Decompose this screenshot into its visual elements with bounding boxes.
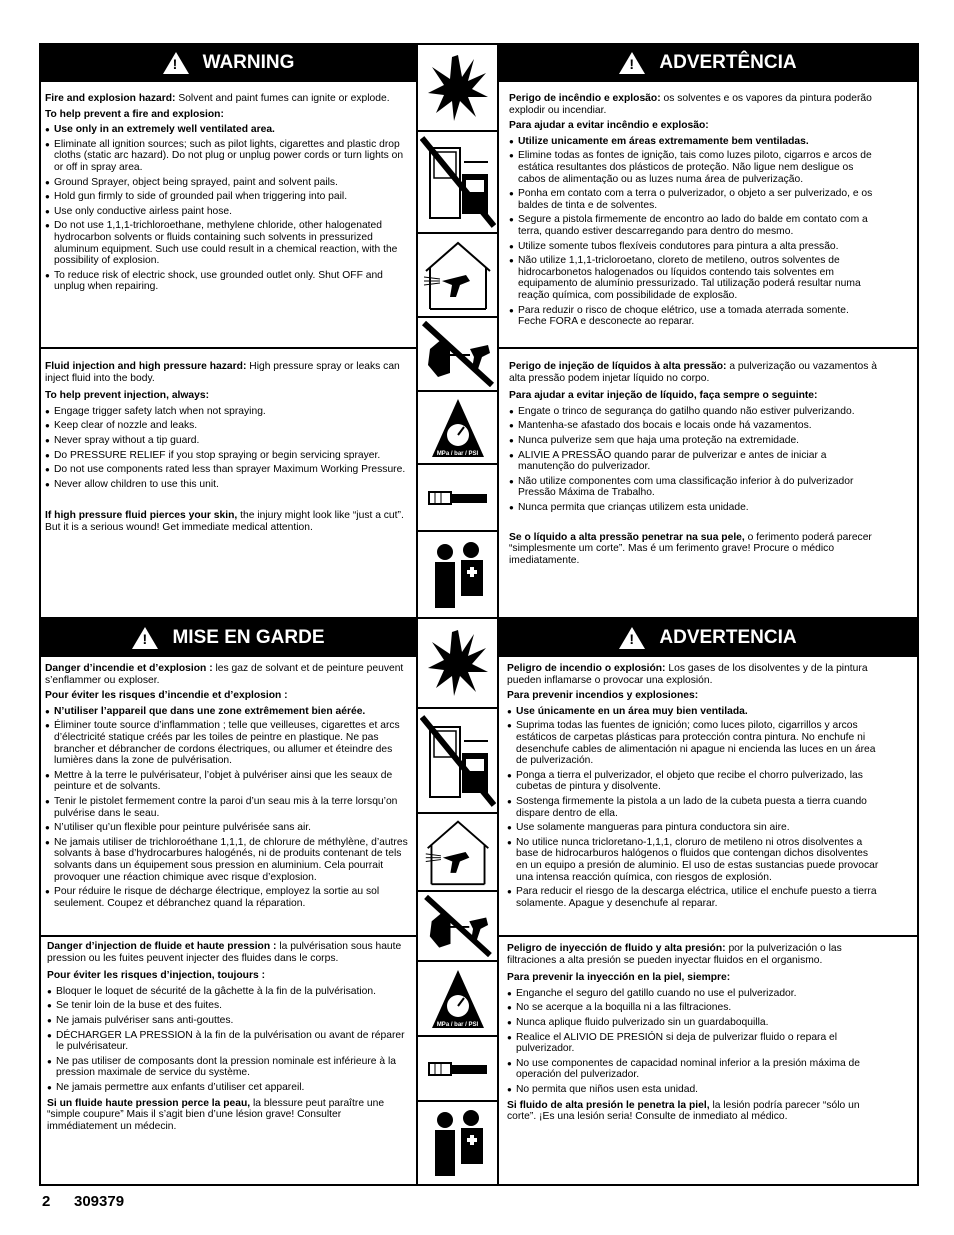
list-item: ● Never spray without a tip guard. [45,435,410,447]
list-item: ● Suprima todas las fuentes de ignición; como luces piloto, cigarrillos y arcos estáticos de carpetas plásticas para protección contra pintura. No enchufe ni desenchufe cables de alimentación ni apague ni encienda las luces en un área de pulverización. [507,720,879,766]
list-item: ● Ne pas utiliser de composants dont la pression nominale est inférieure à la pression maximale de service du système. [47,1056,410,1079]
list-item: ● Engage trigger safety latch when not spraying. [45,406,410,418]
list-item: ● Mantenha-se afastado dos bocais e locais onde há vazamentos. [509,420,879,432]
list-item: ● Ponha em contato com a terra o pulverizador, o objeto a ser pulverizado, e os baldes de tinta e de solventes. [509,188,879,211]
list-item: ● Eliminate all ignition sources; such as pilot lights, cigarettes and plastic drop cloths (static arc hazard). Do not plug or unplug power cords or turn lights on or off in spray area. [45,139,410,174]
gauge-label: MPa / bar / PSI [436,451,479,457]
list-item: ● Não utilize componentes com uma classificação inferior à do pulverizador Pressão Máxima de Trabalho. [509,476,879,499]
explosion-icon [417,619,498,707]
list-item: ● Nunca permita que crianças utilizem esta unidade. [509,502,879,514]
fr-fire-section: Danger d’incendie et d’explosion : les gaz de solvant et de peinture peuvent s’enflammer ou exploser. Pour éviter les risques d’incendie et d’explosion : ● N’utiliser l’appareil que dans une zone extrêmement bien aérée. ● Éliminer toute source d’inflammation ; telle que veilleuses, cigarettes et arcs d’électricité statique créés par les toiles de peintre en plastique. Ne pas brancher et débrancher de cordons électriques, ou allumer et éteindre des lumières dans la zone de pulvérisation. ● Mettre à la terre le pulvérisateur, l’objet à pulvériser ainsi que les seaux de peinture et de solvants. ● Tenir le pistolet fermement contre la paroi d’un seau mis à la terre lorsqu’on pulvérise dans le seau. ● N’utiliser qu’un flexible pour peinture pulvérisée sans air. ● Ne jamais utiliser de trichloroéthane 1,1,1, de chlorure de méthylène, d’autres solvants à base d’hydrocarbures halogénés, ni de produits contenant de tels solvants dans un équipement sous pression en aluminium. Cela pourrait provoquer une réaction chimique avec risque d’explosion. ● Pour réduire le risque de décharge électrique, employez la sortie au sol seulement. Coupez et débranchez quand la réparation. [45,663,410,912]
divider [39,347,417,349]
spray-tip-hose-icon [417,465,498,530]
list-item: ● To reduce risk of electric shock, use grounded outlet only. Shut OFF and unplug when repairing. [45,270,410,293]
list-item: ● Utilize unicamente em áreas extremamente bem ventiladas. [509,136,879,148]
no-hand-injection-icon [417,892,498,960]
list-item: ● Pour réduire le risque de décharge électrique, employez la sortie au sol seulement. Coupez et débranchez quand la réparation. [45,886,410,909]
document-number: 309379 [74,1193,125,1210]
list-item: ● Use únicamente en un área muy bien ventilada. [507,706,879,718]
list-item: ● Mettre à la terre le pulvérisateur, l’objet à pulvériser ainsi que les seaux de peinture et de solvants. [45,770,410,793]
list-item: ● Nunca aplique fluido pulverizado sin un guardaboquilla. [507,1017,879,1029]
explosion-icon [417,45,498,130]
list-item: ● Segure a pistola firmemente de encontro ao lado do balde em contato com a terra, quando estiver descarregando para dentro do mesmo. [509,214,879,237]
list-item: ● No se acerque a la boquilla ni a las filtraciones. [507,1002,879,1014]
list-item: ● Use only conductive airless paint hose. [45,206,410,218]
list-item: ● No utilice nunca tricloretano-1,1,1, cloruro de metileno ni otros disolventes a base de hidrocarburos halógenos o fluidos que contengan dichos disolventes en un equipo a presión de aluminio. El uso de estas sustancias puede provocar una intensa reacción química, con riesgos de explosión. [507,837,879,883]
list-item: ● Para reduzir o risco de choque elétrico, use a tomada aterrada somente. Feche FORA e desconecte ao reparar. [509,305,879,328]
divider [497,935,919,937]
list-item: ● Ne jamais utiliser de trichloroéthane 1,1,1, de chlorure de méthylène, d’autres solvants à base d’hydrocarbures halogénés, ni de produits contenant de tels solvants dans un équipement sous pression en aluminium. Cela pourrait provoquer une réaction chimique avec risque d’explosion. [45,837,410,883]
list-item: ● Ne jamais pulvériser sans anti-gouttes. [47,1015,410,1027]
warning-triangle-icon: ! [163,52,189,74]
list-item: ● Nunca pulverize sem que haja uma proteção na extremidade. [509,435,879,447]
list-item: ● Ground Sprayer, object being sprayed, paint and solvent pails. [45,177,410,189]
page-number: 2 [42,1193,51,1210]
en-injection-section: Fluid injection and high pressure hazard: High pressure spray or leaks can inject fluid into the body. To help prevent injection, always: ● Engage trigger safety latch when not spraying. ● Keep clear of nozzle and leaks. ● Never spray without a tip guard. ● Do PRESSURE RELIEF if you stop spraying or begin servicing sprayer. ● Do not use components rated less than sprayer Maximum Working Pressure. ● Never allow children to use this unit. If high pressure fluid pierces your skin, the injury might look like “just a cut”. But it is a serious wound! Get immediate medical attention. [45,361,410,538]
list-item: ● Se tenir loin de la buse et des fuites. [47,1000,410,1012]
pt-injection-section: Perigo de injeção de líquidos à alta pressão: a pulverização ou vazamentos à alta pressão podem injetar líquido no corpo. Para ajudar a evitar injeção de líquido, faça sempre o seguinte: ● Engate o trinco de segurança do gatilho quando não estiver pulverizando. ● Mantenha-se afastado dos bocais e locais onde há vazamentos. ● Nunca pulverize sem que haja uma proteção na extremidade. ● ALIVIE A PRESSÃO quando parar de pulverizar e antes de iniciar a manutenção do pulverizador. ● Não utilize componentes com uma classificação inferior à do pulverizador Pressão Máxima de Trabalho. ● Nunca permita que crianças utilizem esta unidade. Se o líquido a alta pressão penetrar na sua pele, o ferimento poderá parecer “simplesmente um corte”. Mas é um ferimento grave! Procure o médico imediatamente. [509,361,879,570]
list-item: ● No permita que niños usen esta unidad. [507,1084,879,1096]
list-item: ● Keep clear of nozzle and leaks. [45,420,410,432]
ventilation-spray-gun-icon [417,814,498,890]
warning-triangle-icon: ! [619,627,645,649]
list-item: ● Realice el ALIVIO DE PRESIÓN si deja de pulverizar fluido o repara el pulverizador. [507,1032,879,1055]
list-item: ● Do not use components rated less than sprayer Maximum Working Pressure. [45,464,410,476]
medical-attention-icon [417,532,498,617]
list-item: ● Elimine todas as fontes de ignição, tais como luzes piloto, cigarros e arcos de estática resultantes dos plásticos de proteção. Não ligue nem desligue os cabos de alimentação ou as luzes numa área de pulverização. [509,150,879,185]
list-item: ● Do PRESSURE RELIEF if you stop spraying or begin servicing sprayer. [45,450,410,462]
list-item: ● N’utiliser qu’un flexible pour peinture pulvérisée sans air. [45,822,410,834]
list-item: ● Hold gun firmly to side of grounded pail when triggering into pail. [45,191,410,203]
list-item: ● Tenir le pistolet fermement contre la paroi d’un seau mis à la terre lorsqu’on pulvérise dans le seau. [45,796,410,819]
warning-triangle-icon: ! [132,627,158,649]
list-item: ● ALIVIE A PRESSÃO quando parar de pulverizar e antes de iniciar a manutenção do pulverizador. [509,450,879,473]
no-smoking-outlet-icon [417,132,498,232]
es-injection-section: Peligro de inyección de fluido y alta presión: por la pulverización o las filtraciones a alta presión se pueden inyectar fluidos en el organismo. Para prevenir la inyección en la piel, siempre: ● Enganche el seguro del gatillo cuando no use el pulverizador. ● No se acerque a la boquilla ni a las filtraciones. ● Nunca aplique fluido pulverizado sin un guardaboquilla. ● Realice el ALIVIO DE PRESIÓN si deja de pulverizar fluido o repara el pulverizador. ● No use componentes de capacidad nominal inferior a la presión máxima de operación del pulverizador. ● No permita que niños usen esta unidad. Si fluido de alta presión le penetra la piel, la lesión podría parecer “sólo un corte”. ¡Es una lesión seria! Consulte de inmediato al médico. [507,943,879,1127]
list-item: ● N’utiliser l’appareil que dans une zone extrêmement bien aérée. [45,706,410,718]
list-item: ● Não utilize 1,1,1-tricloroetano, cloreto de metileno, outros solventes de hidrocarbonetos halogenados ou líquidos contendo tais solventes em equipamento de alumínio pressurizado. Tal utilização poderá resultar numa reação química, com possibilidade de explosão. [509,255,879,301]
ventilation-spray-gun-icon [417,234,498,316]
list-item: ● No use componentes de capacidad nominal inferior a la presión máxima de operación del pulverizador. [507,1058,879,1081]
list-item: ● Do not use 1,1,1-trichloroethane, methylene chloride, other halogenated hydrocarbon solvents or fluids containing such solvents in pressurized aluminum equipment. Such use could result in a chemical reaction, with the possibility of explosion. [45,220,410,266]
divider [39,935,417,937]
warning-header-fr: ! MISE EN GARDE [41,619,416,657]
list-item: ● DÉCHARGER LA PRESSION à la fin de la pulvérisation ou avant de réparer le pulvérisateur. [47,1030,410,1053]
list-item: ● Never allow children to use this unit. [45,479,410,491]
list-item: ● Utilize somente tubos flexíveis condutores para pintura a alta pressão. [509,241,879,253]
list-item: ● Ponga a tierra el pulverizador, el objeto que recibe el chorro pulverizado, las cubetas de pintura y disolvente. [507,770,879,793]
spray-tip-hose-icon [417,1037,498,1100]
medical-attention-icon [417,1102,498,1184]
gauge-label: MPa / bar / PSI [436,1022,479,1028]
es-fire-section: Peligro de incendio o explosión: Los gases de los disolventes y de la pintura pueden inflamarse o provocar una explosión. Para prevenir incendios y explosiones: ● Use únicamente en un área muy bien ventilada. ● Suprima todas las fuentes de ignición; como luces piloto, cigarrillos y arcos estáticos de carpetas plásticas para protección contra pintura. No enchufe ni desenchufe cables de alimentación ni apague ni encienda las luces en un área de pulverización. ● Ponga a tierra el pulverizador, el objeto que recibe el chorro pulverizado, las cubetas de pintura y disolvente. ● Sostenga firmemente la pistola a un lado de la cubeta puesta a tierra cuando dispare dentro de ella. ● Use solamente mangueras para pintura conductora sin aire. ● No utilice nunca tricloretano-1,1,1, cloruro de metileno ni otros disolventes a base de hidrocarburos halógenos o fluidos que contengan dichos disolventes en un equipo a presión de aluminio. El uso de estas sustancias puede provocar una intensa reacción química, con riesgos de explosión. ● Para reducir el riesgo de la descarga eléctrica, utilice el enchufe puesto a tierra solamente. Apague y desenchufe al reparar. [507,663,879,912]
list-item: ● Sostenga firmemente la pistola a un lado de la cubeta puesta a tierra cuando dispare dentro de ella. [507,796,879,819]
divider [497,347,919,349]
pt-fire-section: Perigo de incêndio e explosão: os solventes e os vapores da pintura poderão explodir ou incendiar. Para ajudar a evitar incêndio e explosão: ● Utilize unicamente em áreas extremamente bem ventiladas. ● Elimine todas as fontes de ignição, tais como luzes piloto, cigarros e arcos de estática resultantes dos plásticos de proteção. Não ligue nem desligue os cabos de alimentação ou as luzes numa área de pulverização. ● Ponha em contato com a terra o pulverizador, o objeto a ser pulverizado, e os baldes de tinta e de solventes. ● Segure a pistola firmemente de encontro ao lado do balde em contato com a terra, quando estiver descarregando para dentro do mesmo. ● Utilize somente tubos flexíveis condutores para pintura a alta pressão. ● Não utilize 1,1,1-tricloroetano, cloreto de metileno, outros solventes de hidrocarbonetos halogenados ou líquidos contendo tais solventes em equipamento de alumínio pressurizado. Tal utilização poderá resultar numa reação química, com possibilidade de explosão. ● Para reduzir o risco de choque elétrico, use a tomada aterrada somente. Feche FORA e desconecte ao reparar. [509,93,879,331]
list-item: ● Bloquer le loquet de sécurité de la gâchette à la fin de la pulvérisation. [47,986,410,998]
list-item: ● Éliminer toute source d’inflammation ; telle que veilleuses, cigarettes et arcs d’électricité statique créés par les toiles de peintre en plastique. Ne pas brancher et débrancher de cordons électriques, ou allumer et éteindre des lumières dans la zone de pulvérisation. [45,720,410,766]
list-item: ● Use solamente mangueras para pintura conductora sin aire. [507,822,879,834]
warning-header-es: ! ADVERTENCIA [499,619,917,657]
list-item: ● Engate o trinco de segurança do gatilho quando não estiver pulverizando. [509,406,879,418]
list-item: ● Ne jamais permettre aux enfants d’utiliser cet appareil. [47,1082,410,1094]
warning-header-en: ! WARNING [41,44,416,82]
list-item: ● Enganche el seguro del gatillo cuando no use el pulverizador. [507,988,879,1000]
fr-injection-section: Danger d’injection de fluide et haute pression : la pulvérisation sous haute pression ou les fuites peuvent injecter des fluides dans le corps. Pour éviter les risques d’injection, toujours : ● Bloquer le loquet de sécurité de la gâchette à la fin de la pulvérisation. ● Se tenir loin de la buse et des fuites. ● Ne jamais pulvériser sans anti-gouttes. ● DÉCHARGER LA PRESSION à la fin de la pulvérisation ou avant de réparer le pulvérisateur. ● Ne pas utiliser de composants dont la pression nominale est inférieure à la pression maximale de service du système. ● Ne jamais permettre aux enfants d’utiliser cet appareil. Si un fluide haute pression perce la peau, la blessure peut paraître une “simple coupure” Mais il s’agit bien d’une lésion grave! Consulter immédiatement un médecin. [47,941,410,1136]
no-smoking-outlet-icon [417,709,498,812]
en-fire-section: Fire and explosion hazard: Solvent and paint fumes can ignite or explode. To help prevent a fire and explosion: ● Use only in an extremely well ventilated area. ● Eliminate all ignition sources; such as pilot lights, cigarettes and plastic drop cloths (static arc hazard). Do not plug or unplug power cords or turn lights on or off in spray area. ● Ground Sprayer, object being sprayed, paint and solvent pails. ● Hold gun firmly to side of grounded pail when triggering into pail. ● Use only conductive airless paint hose. ● Do not use 1,1,1-trichloroethane, methylene chloride, other halogenated hydrocarbon solvents or fluids containing such solvents in pressurized aluminum equipment. Such use could result in a chemical reaction, with the possibility of explosion. ● To reduce risk of electric shock, use grounded outlet only. Shut OFF and unplug when repairing. [45,93,410,296]
list-item: ● Para reducir el riesgo de la descarga eléctrica, utilice el enchufe puesto a tierra solamente. Apague y desenchufe al reparar. [507,886,879,909]
list-item: ● Use only in an extremely well ventilated area. [45,124,410,136]
warning-header-pt: ! ADVERTÊNCIA [499,44,917,82]
warning-triangle-icon: ! [619,52,645,74]
no-hand-injection-icon [417,318,498,390]
